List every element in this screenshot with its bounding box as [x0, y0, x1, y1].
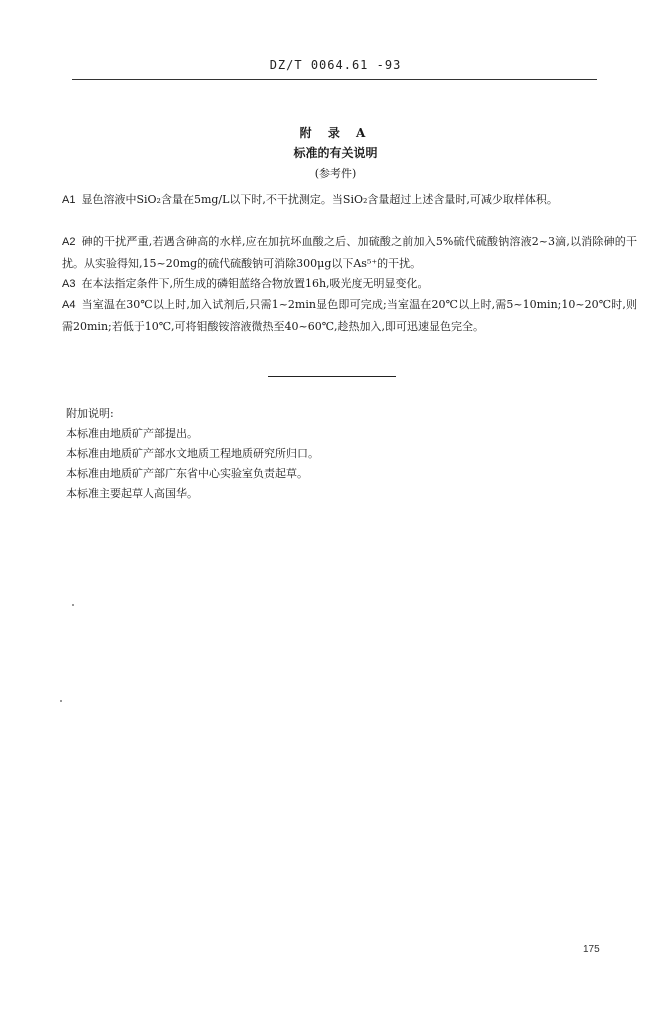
page-number: 175	[583, 944, 600, 955]
scan-speck	[72, 604, 74, 606]
header-divider	[72, 79, 597, 80]
section-end-rule	[268, 376, 396, 377]
clause-number: A2	[62, 236, 76, 248]
clause-text: 砷的干扰严重,若遇含砷高的水样,应在加抗坏血酸之后、加硫酸之前加入5%硫代硫酸钠溶液2~3滴,以消除砷的干扰。从实验得知,15~20mg的硫代硫酸钠可消除300μg以下As⁵⁺的干扰。	[62, 235, 637, 270]
clause-a1	[62, 189, 637, 211]
clause-text: 在本法指定条件下,所生成的磷钼蓝络合物放置16h,吸光度无明显变化。	[81, 277, 429, 290]
additional-note-line: 本标准由地质矿产部提出。	[66, 427, 198, 440]
clause-a3	[62, 273, 637, 295]
annex-subtitle: 标准的有关说明	[293, 146, 378, 160]
clause-number: A3	[62, 278, 76, 290]
additional-notes-heading: 附加说明:	[66, 407, 114, 420]
additional-note-line: 本标准由地质矿产部广东省中心实验室负责起草。	[66, 467, 308, 480]
additional-notes	[66, 404, 626, 504]
additional-note-line: 本标准由地质矿产部水文地质工程地质研究所归口。	[66, 447, 319, 460]
scan-speck	[60, 700, 62, 702]
additional-note-line: 本标准主要起草人高国华。	[66, 487, 198, 500]
annex-note: (参考件)	[314, 167, 357, 180]
clause-number: A1	[62, 194, 76, 206]
clause-text: 当室温在30℃以上时,加入试剂后,只需1~2min显色即可完成;当室温在20℃以上时,需5~10min;10~20℃时,则需20min;若低于10℃,可将钼酸铵溶液微热至40~60℃,趁热加入,即可迅速显色完全。	[62, 298, 637, 333]
clause-number: A4	[62, 299, 76, 311]
clause-text: 显色溶液中SiO₂含量在5mg/L以下时,不干扰测定。当SiO₂含量超过上述含量时,可减少取样体积。	[81, 193, 558, 206]
annex-title: 附 录 A	[299, 126, 372, 140]
clause-a4	[62, 294, 637, 337]
standard-code-header: DZ/T 0064.61 -93	[269, 58, 402, 72]
clause-a2	[62, 231, 637, 274]
